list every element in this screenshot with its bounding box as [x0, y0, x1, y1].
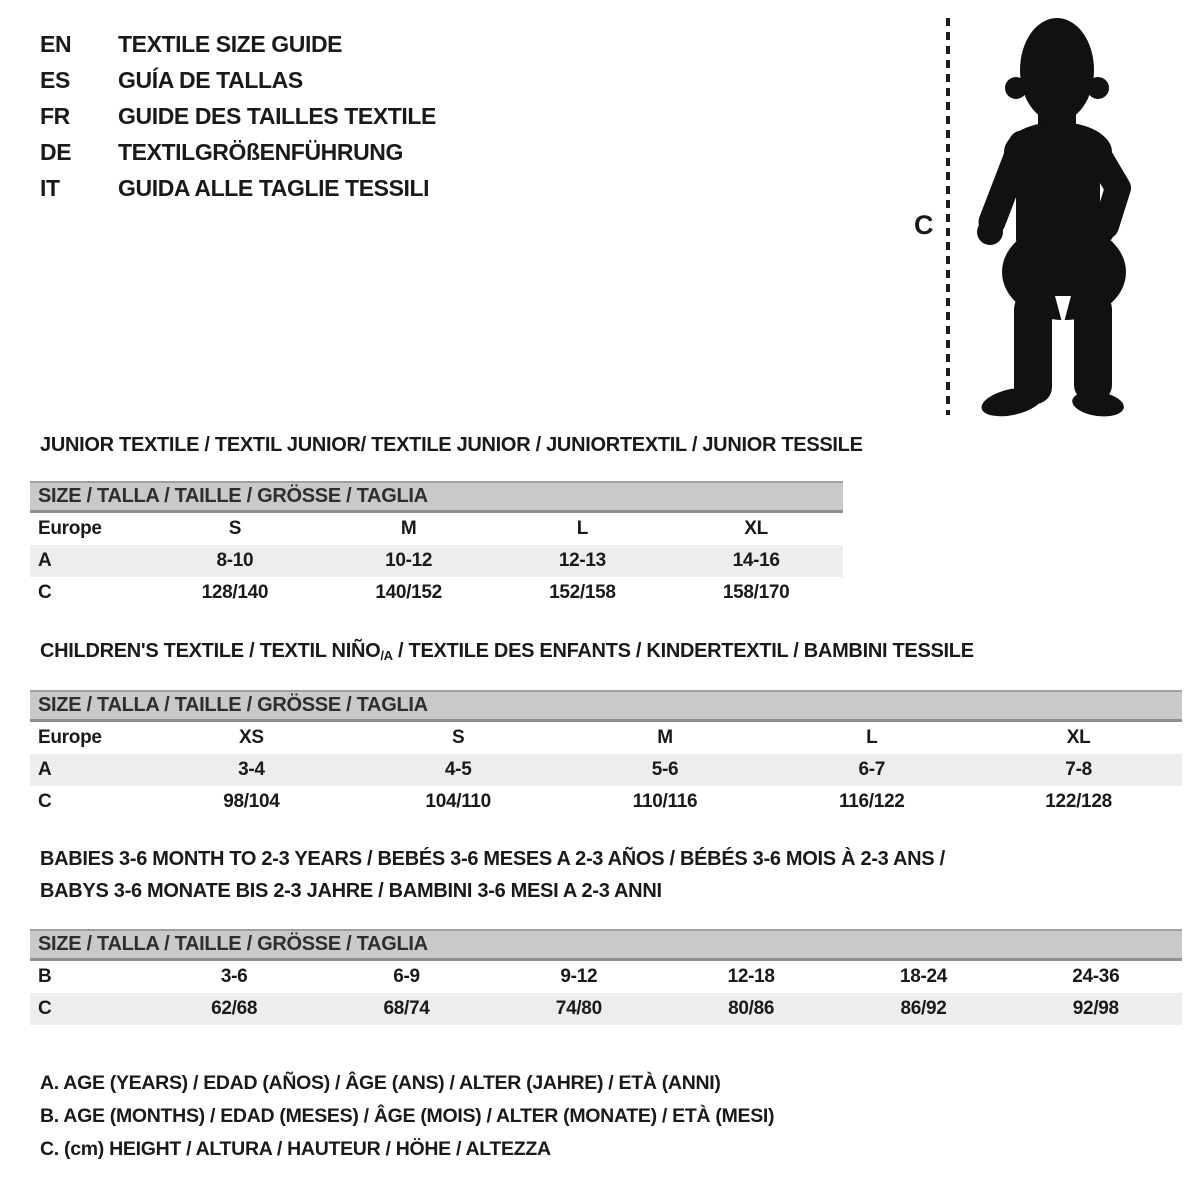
babies-section-title-line2: BABYS 3-6 MONATE BIS 2-3 JAHRE / BAMBINI 3-6 MESI A 2-3 ANNI [40, 880, 662, 902]
table-cell: M [400, 518, 417, 539]
table-cell: 98/104 [223, 791, 280, 812]
babies-size-header-bar: SIZE / TALLA / TAILLE / GRÖSSE / TAGLIA [30, 929, 1182, 961]
lang-row-fr [40, 98, 436, 134]
table-cell: L [866, 727, 878, 748]
table-cell: 6-9 [393, 966, 420, 987]
row-label: B [38, 966, 52, 987]
table-cell: 18-24 [899, 966, 948, 987]
table-cell: 104/110 [425, 791, 491, 812]
babies-section-title-line1: BABIES 3-6 MONTH TO 2-3 YEARS / BEBÉS 3-6 MESES A 2-3 AÑOS / BÉBÉS 3-6 MOIS À 2-3 ANS / [40, 848, 945, 870]
lang-title: GUIDA ALLE TAGLIE TESSILI [118, 174, 430, 201]
lang-row-de [40, 134, 436, 170]
table-cell: 12-13 [558, 550, 606, 571]
row-label: Europe [38, 727, 102, 748]
table-cell: M [657, 727, 673, 748]
table-cell: 4-5 [444, 759, 472, 780]
table-cell: 74/80 [555, 998, 602, 1019]
table-cell: 24-36 [1072, 966, 1120, 987]
row-label: C [38, 582, 52, 603]
table-cell: 152/158 [549, 582, 616, 603]
table-cell: 3-4 [238, 759, 265, 780]
height-label-c: C [914, 210, 934, 240]
row-label: A [38, 759, 52, 780]
legend-line-c: C. (cm) HEIGHT / ALTURA / HAUTEUR / HÖHE / ALTEZZA [40, 1138, 551, 1160]
table-cell: 110/116 [632, 791, 698, 812]
lang-row-es [40, 62, 436, 98]
row-label: A [38, 550, 52, 571]
lang-code: EN [40, 30, 72, 57]
table-cell: 3-6 [220, 966, 248, 987]
legend-line-a: A. AGE (YEARS) / EDAD (AÑOS) / ÂGE (ANS) / ALTER (JAHRE) / ETÀ (ANNI) [40, 1072, 721, 1094]
table-cell: XS [239, 727, 264, 748]
lang-code: FR [40, 102, 70, 129]
babies-table-body [30, 961, 1182, 1025]
table-cell: 68/74 [383, 998, 430, 1019]
table-row [30, 786, 1182, 818]
table-cell: 86/92 [900, 998, 947, 1019]
table-cell: 62/68 [211, 998, 258, 1019]
toddler-silhouette-icon [966, 14, 1138, 418]
language-header [40, 26, 436, 206]
table-cell: S [228, 518, 242, 539]
table-row [30, 722, 1182, 754]
table-cell: 92/98 [1072, 998, 1119, 1019]
children-title-subscript: /A [380, 648, 393, 663]
table-cell: 140/152 [375, 582, 442, 603]
lang-title: TEXTILE SIZE GUIDE [118, 30, 343, 57]
row-label: C [38, 998, 52, 1019]
junior-size-table [30, 481, 843, 609]
lang-row-en [40, 26, 436, 62]
table-cell: 80/86 [728, 998, 775, 1019]
height-measure-dashed-line [946, 18, 950, 415]
junior-table-body [30, 513, 843, 609]
children-size-header-bar: SIZE / TALLA / TAILLE / GRÖSSE / TAGLIA [30, 690, 1182, 722]
table-cell: 6-7 [858, 759, 886, 780]
children-table-body [30, 722, 1182, 818]
children-section-title [40, 640, 974, 663]
table-cell: XL [744, 518, 768, 539]
lang-title: GUÍA DE TALLAS [118, 66, 303, 93]
lang-title: TEXTILGRÖßENFÜHRUNG [118, 138, 403, 165]
row-label: Europe [38, 518, 102, 539]
table-cell: L [576, 518, 589, 539]
table-row [30, 545, 843, 577]
table-cell: 5-6 [651, 759, 679, 780]
lang-code: DE [40, 138, 72, 165]
children-title-part: / TEXTILE DES ENFANTS / KINDERTEXTIL / BAMBINI TESSILE [392, 640, 974, 662]
junior-size-header-bar: SIZE / TALLA / TAILLE / GRÖSSE / TAGLIA [30, 481, 843, 513]
lang-code: ES [40, 66, 70, 93]
legend-line-b: B. AGE (MONTHS) / EDAD (MESES) / ÂGE (MOIS) / ALTER (MONATE) / ETÀ (MESI) [40, 1105, 775, 1127]
lang-row-it [40, 170, 436, 206]
babies-size-table [30, 929, 1182, 1025]
junior-section-title: JUNIOR TEXTILE / TEXTIL JUNIOR/ TEXTILE JUNIOR / JUNIORTEXTIL / JUNIOR TESSILE [40, 434, 863, 456]
table-cell: 128/140 [201, 582, 269, 603]
lang-title: GUIDE DES TAILLES TEXTILE [118, 102, 436, 129]
table-cell: 12-18 [727, 966, 775, 987]
table-row [30, 754, 1182, 786]
table-cell: 122/128 [1045, 791, 1112, 812]
table-row [30, 577, 843, 609]
row-label: C [38, 791, 52, 812]
table-cell: 7-8 [1065, 759, 1092, 780]
table-cell: 9-12 [560, 966, 598, 987]
lang-code: IT [40, 174, 60, 201]
table-cell: 14-16 [732, 550, 780, 571]
table-row [30, 961, 1182, 993]
table-cell: S [452, 727, 465, 748]
legend [40, 1072, 774, 1171]
table-cell: 158/170 [722, 582, 790, 603]
table-cell: 8-10 [216, 550, 254, 571]
table-row [30, 993, 1182, 1025]
table-cell: 10-12 [385, 550, 433, 571]
children-size-table [30, 690, 1182, 818]
table-cell: 116/122 [839, 791, 905, 812]
table-cell: XL [1066, 727, 1091, 748]
children-title-part: CHILDREN'S TEXTILE / TEXTIL NIÑO [40, 640, 381, 662]
table-row [30, 513, 843, 545]
